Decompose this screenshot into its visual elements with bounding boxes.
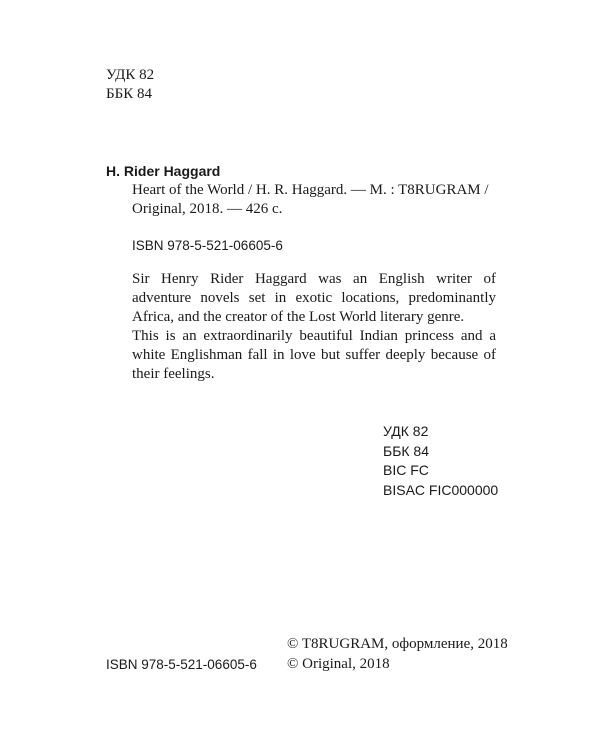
bibliographic-record [106, 162, 496, 384]
top-classification-codes [106, 66, 154, 104]
annotation-paragraph-2: This is an extraordinarily beautiful Indian princess and a white Englishman fall in love but suffer deeply because of their feelings. [132, 328, 496, 382]
annotation [132, 270, 496, 384]
footer-isbn: ISBN 978-5-521-06605-6 [106, 657, 257, 672]
copyright-original: © Original, 2018 [287, 656, 390, 672]
bbk-code: ББК 84 [106, 86, 152, 102]
bbk-code-2: ББК 84 [383, 442, 429, 459]
copyright-notices [287, 634, 508, 674]
citation-line-2: Original, 2018. — 426 с. [132, 201, 283, 217]
author-name: H. Rider Haggard [106, 163, 221, 179]
classification-codes [383, 422, 498, 500]
annotation-paragraph-1: Sir Henry Rider Haggard was an English writer of adventure novels set in exotic locations, predominantly Africa, and the creator of the Lost World literary genre. [132, 271, 496, 325]
udk-code: УДК 82 [106, 67, 155, 83]
bic-code: BIC FC [383, 462, 429, 478]
isbn-line: ISBN 978-5-521-06605-6 [132, 238, 283, 253]
copyright-design: © T8RUGRAM, оформление, 2018 [287, 636, 508, 652]
bisac-code: BISAC FIC000000 [383, 481, 499, 498]
udk-code-2: УДК 82 [383, 423, 429, 439]
citation-line-1: Heart of the World / H. R. Haggard. — M. : T8RUGRAM / [132, 182, 489, 198]
